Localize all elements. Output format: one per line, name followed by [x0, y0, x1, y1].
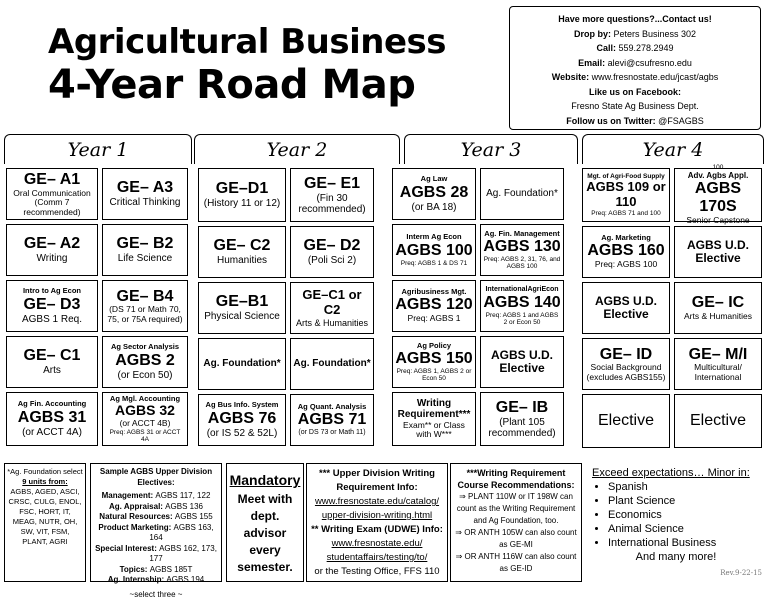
course-agbs-120 [392, 280, 476, 332]
minor-list [608, 480, 760, 550]
course-ge-ib [480, 392, 564, 446]
course-note: (or BA 18) [411, 202, 456, 213]
course-label: Intro to Ag Econ [23, 287, 81, 295]
course-title: GE– IC [692, 294, 744, 312]
course-label: Ag Bus Info. System [206, 401, 279, 409]
course-agbs-31 [6, 392, 98, 446]
course-note: (Plant 105 recommended) [483, 417, 561, 439]
course-ge-b4 [102, 280, 188, 332]
course-title: AGBS 2 [115, 352, 175, 370]
course-agbs-ud-elective-y4a [674, 226, 762, 278]
year-4-label: Year 4 [583, 135, 763, 165]
course-agbs-76 [198, 394, 286, 446]
testing-office: or the Testing Office, FFS 110 [311, 565, 443, 579]
elective-row [93, 502, 219, 513]
course-elective-2 [674, 394, 762, 448]
course-agbs-71 [290, 394, 374, 446]
course-agbs-100 [392, 224, 476, 276]
course-title: GE– D2 [304, 237, 361, 255]
course-note: Writing [37, 253, 68, 264]
course-title: GE– C2 [214, 237, 271, 255]
mandatory-text: Meet with dept. advisor every semester. [229, 491, 301, 576]
elective-area: Management: [102, 491, 156, 500]
udwe-heading: ** Writing Exam (UDWE) Info: [311, 523, 443, 537]
course-agbs-130 [480, 224, 564, 276]
catalog-link[interactable]: www.fresnostate.edu/catalog/ upper-division-writing.html [311, 495, 443, 523]
email-label: Email: [578, 58, 605, 68]
course-note: (DS 71 or Math 70, 75, or 75A required) [105, 305, 185, 324]
minor-item: • Economics [608, 508, 760, 522]
elective-courses: AGBS 136 [165, 502, 203, 511]
year-3-label: Year 3 [405, 135, 577, 165]
course-title: AGBS 32 [115, 403, 175, 419]
course-ge-e1 [290, 168, 374, 222]
course-note: (or DS 73 or Math 11) [298, 429, 365, 437]
course-prereq: Preq: AGBS 2, 31, 76, and AGBS 100 [483, 256, 561, 271]
course-label: Ag Mgl. Accounting [110, 395, 180, 403]
course-label: Ag. Fin. Management [484, 230, 559, 238]
course-agbs-160 [582, 226, 670, 278]
website-label: Website: [552, 72, 589, 82]
course-title: AGBS 109 or 110 [585, 180, 667, 209]
course-agbs-140 [480, 280, 564, 332]
course-note: Physical Science [204, 311, 280, 322]
course-note: (or Econ 50) [117, 370, 172, 381]
course-note: (Poli Sci 2) [308, 255, 356, 266]
elective-area: Topics: [120, 565, 150, 574]
course-prereq: Preq: AGBS 1, AGBS 2 or Econ 50 [395, 368, 473, 383]
elective-area: Special Interest: [95, 544, 159, 553]
course-title: AGBS 120 [395, 296, 472, 314]
course-agbs-2 [102, 336, 188, 388]
course-ge-c1-or-c2 [290, 282, 374, 334]
year-4-header [582, 134, 764, 164]
upper-writing-heading: *** Upper Division Writing Requirement Info: [311, 467, 443, 495]
elective-courses: AGBS 117, 122 [155, 491, 210, 500]
course-label: Agribusiness Mgt. [401, 288, 466, 296]
year-1-label: Year 1 [5, 135, 191, 165]
course-prereq: Preq: AGBS 1 and AGBS 2 or Econ 50 [483, 312, 561, 327]
course-ge-a1 [6, 168, 98, 220]
course-agbs-28 [392, 168, 476, 220]
course-title: GE–B1 [216, 293, 268, 311]
course-ge-ic [674, 282, 762, 334]
course-title: AGBS 100 [395, 242, 472, 260]
course-note: Exam** or Class with W*** [395, 421, 473, 440]
elective-row [93, 565, 219, 576]
course-ge-a2 [6, 224, 98, 276]
course-prereq: Preq: AGBS 100 [595, 260, 657, 270]
course-title: Elective [690, 412, 746, 430]
course-ge-d1 [198, 168, 286, 222]
course-title: GE–C1 or C2 [293, 288, 371, 317]
course-title: AGBS 140 [483, 294, 560, 312]
course-title: Ag. Foundation* [486, 188, 558, 199]
testing-link[interactable]: www.fresnostate.edu/ studentaffairs/testing/to/ [311, 537, 443, 565]
elective-courses: AGBS 155 [175, 512, 213, 521]
course-title: AGBS 130 [483, 238, 560, 256]
course-label: Ag Quant. Analysis [298, 403, 367, 411]
course-title: GE– A2 [24, 235, 80, 253]
email-link[interactable]: alevi@csufresno.edu [608, 58, 692, 68]
call-label: Call: [596, 43, 616, 53]
minor-tail: And many more! [592, 550, 760, 564]
writing-rec-1: ⇒ PLANT 110W or IT 198W can count as the Writing Requirement and Ag Foundation, too. [455, 491, 577, 527]
course-ge-c2 [198, 226, 286, 278]
course-label: Ag Law [421, 175, 448, 183]
course-ge-id [582, 338, 670, 390]
course-prereq: Preq: AGBS 71 and 100 [591, 210, 660, 217]
course-note: (or ACCT 4A) [22, 427, 82, 438]
course-title: AGBS U.D. Elective [487, 349, 557, 376]
course-ge-d2 [290, 226, 374, 278]
course-ag-foundation-2 [290, 338, 374, 390]
dropby-label: Drop by: [574, 29, 611, 39]
course-title: GE– ID [600, 346, 652, 364]
course-note: Multicultural/ International [677, 363, 759, 382]
course-agbs-109-110 [582, 168, 670, 222]
course-label: Interm Ag Econ [406, 233, 461, 241]
website-link[interactable]: www.fresnostate.edu/jcast/agbs [592, 72, 719, 82]
course-title: AGBS U.D. Elective [683, 239, 753, 266]
contact-box [509, 6, 761, 130]
course-label: Mgt. of Agri-Food Supply [587, 173, 664, 180]
course-note: Arts & Humanities [296, 318, 368, 328]
mandatory-advising [226, 463, 304, 582]
course-title: GE–D1 [216, 180, 268, 198]
course-prereq: Preq: AGBS 31 or ACCT 4A [105, 429, 185, 444]
minor-heading: Exceed expectations… Minor in: [592, 466, 760, 480]
course-title: GE– B2 [117, 235, 174, 253]
course-note: Oral Communication (Comm 7 recommended) [9, 189, 95, 218]
writing-rec-2: ⇒ OR ANTH 105W can also count as GE-MI [455, 527, 577, 551]
course-note: (Fin 30 recommended) [293, 193, 371, 215]
elective-area: Ag. Internship: [108, 575, 167, 584]
twitter-value: @FSAGBS [658, 116, 704, 126]
course-title: Writing Requirement*** [395, 398, 473, 420]
course-title: AGBS 170S [677, 180, 759, 216]
mandatory-heading: Mandatory [229, 472, 301, 489]
course-title: GE– A3 [117, 179, 173, 197]
elective-area: Ag. Appraisal: [109, 502, 165, 511]
course-title: AGBS 71 [298, 411, 366, 429]
writing-rec-3: ⇒ OR ANTH 116W can also count as GE-ID [455, 551, 577, 575]
elective-courses: AGBS 162, 173, 177 [149, 544, 217, 564]
course-label: InternationalAgriEcon [485, 286, 558, 294]
course-title: GE– A1 [24, 171, 80, 189]
facebook-label: Like us on Facebook: [589, 87, 681, 97]
year-2-label: Year 2 [195, 135, 399, 165]
course-note: (or ACCT 4B) [120, 419, 171, 429]
elective-row [93, 512, 219, 523]
course-ge-c1 [6, 336, 98, 388]
course-label-2: Adv. Agbs Appl. [688, 172, 749, 181]
minor-item: • Spanish [608, 480, 760, 494]
dropby-value: Peters Business 302 [613, 29, 696, 39]
course-title: AGBS 150 [395, 350, 472, 368]
course-ge-b1 [198, 282, 286, 334]
course-agbs-ud-elective-y3 [480, 336, 564, 388]
course-agbs-ud-elective-y4b [582, 282, 670, 334]
course-prereq: Preq: AGBS 1 & DS 71 [401, 260, 467, 267]
course-note: Social Background (excludes AGBS155) [585, 363, 667, 382]
minor-suggestions [586, 463, 766, 582]
course-agbs-150 [392, 336, 476, 388]
course-note: Arts [43, 365, 61, 376]
elective-courses: AGBS 194 [166, 575, 204, 584]
course-ge-d3 [6, 280, 98, 332]
sample-electives [90, 463, 222, 582]
course-title: AGBS 28 [400, 184, 468, 202]
call-value: 559.278.2949 [618, 43, 673, 53]
title-block [48, 22, 446, 108]
course-ge-a3 [102, 168, 188, 220]
minor-item: • Plant Science [608, 494, 760, 508]
elective-row [93, 491, 219, 502]
elective-courses: AGBS 185T [150, 565, 193, 574]
course-note: Arts & Humanities [684, 312, 752, 322]
course-prereq: Preq: AGBS 1 [408, 314, 461, 324]
course-title: GE– D3 [24, 296, 81, 314]
course-label: Ag Fin. Accounting [18, 400, 86, 408]
course-title: Ag. Foundation* [293, 358, 370, 369]
electives-heading: Sample AGBS Upper Division Electives: [93, 467, 219, 488]
course-note: AGBS 1 Req. [22, 314, 82, 325]
course-title: AGBS 76 [208, 410, 276, 428]
electives-footer: ~select three ~ [93, 590, 219, 600]
course-title: Ag. Foundation* [203, 358, 280, 369]
foundation-heading: *Ag. Foundation select [7, 467, 83, 477]
elective-area: Product Marketing: [98, 523, 173, 532]
upper-writing-info [306, 463, 448, 582]
elective-row [93, 575, 219, 586]
course-label: Ag Policy [417, 342, 451, 350]
course-title: AGBS 160 [587, 242, 664, 260]
year-2-header [194, 134, 400, 164]
electives-list [93, 491, 219, 586]
course-title: GE– B4 [117, 288, 174, 306]
course-ag-foundation-3 [480, 168, 564, 220]
course-note: (or IS 52 & 52L) [207, 428, 278, 439]
course-elective-1 [582, 394, 670, 448]
year-1-header [4, 134, 192, 164]
course-note: Critical Thinking [110, 197, 181, 208]
minor-item: • International Business [608, 536, 760, 550]
page-subtitle: 4-Year Road Map [48, 62, 446, 108]
course-title: AGBS U.D. Elective [591, 295, 661, 322]
course-title: GE– C1 [24, 347, 81, 365]
course-label: Ag. Marketing [601, 234, 651, 242]
facebook-value: Fresno State Ag Business Dept. [510, 99, 760, 114]
course-note: Senior Capstone [686, 216, 749, 226]
foundation-units: 9 units from: [7, 477, 83, 487]
course-ag-foundation-1 [198, 338, 286, 390]
course-ge-b2 [102, 224, 188, 276]
course-title: AGBS 31 [18, 409, 86, 427]
year-3-header [404, 134, 578, 164]
course-title: Elective [598, 412, 654, 430]
course-title: GE– E1 [304, 175, 360, 193]
course-agbs-32 [102, 392, 188, 446]
course-label: 100 [713, 164, 724, 171]
writing-course-recommendations [450, 463, 582, 582]
course-note: Humanities [217, 255, 267, 266]
course-title: GE– M/I [689, 346, 748, 364]
course-title: GE– IB [496, 399, 548, 417]
contact-heading: Have more questions?...Contact us! [558, 14, 712, 24]
revision-date: Rev.9-22-15 [720, 566, 762, 580]
minor-item: • Animal Science [608, 522, 760, 536]
course-note: (History 11 or 12) [204, 198, 281, 209]
page-title: Agricultural Business [48, 22, 446, 62]
course-label: Ag Sector Analysis [111, 343, 179, 351]
elective-row [93, 544, 219, 565]
foundation-subjects: AGBS, AGED, ASCI, CRSC, CULG, ENOL, FSC, HORT, IT, MEAG, NUTR, OH, SW, VIT, FSM, PLANT, AGRI [7, 487, 83, 547]
elective-area: Natural Resources: [99, 512, 175, 521]
course-writing-requirement [392, 392, 476, 446]
ag-foundation-note [4, 463, 86, 582]
twitter-label: Follow us on Twitter: [566, 116, 655, 126]
elective-row [93, 523, 219, 544]
course-note: Life Science [118, 253, 172, 264]
course-ge-mi [674, 338, 762, 390]
writing-rec-heading: ***Writing Requirement Course Recommendations: [455, 467, 577, 491]
course-agbs-170s [674, 168, 762, 222]
elective-courses: AGBS 163, 164 [149, 523, 213, 543]
